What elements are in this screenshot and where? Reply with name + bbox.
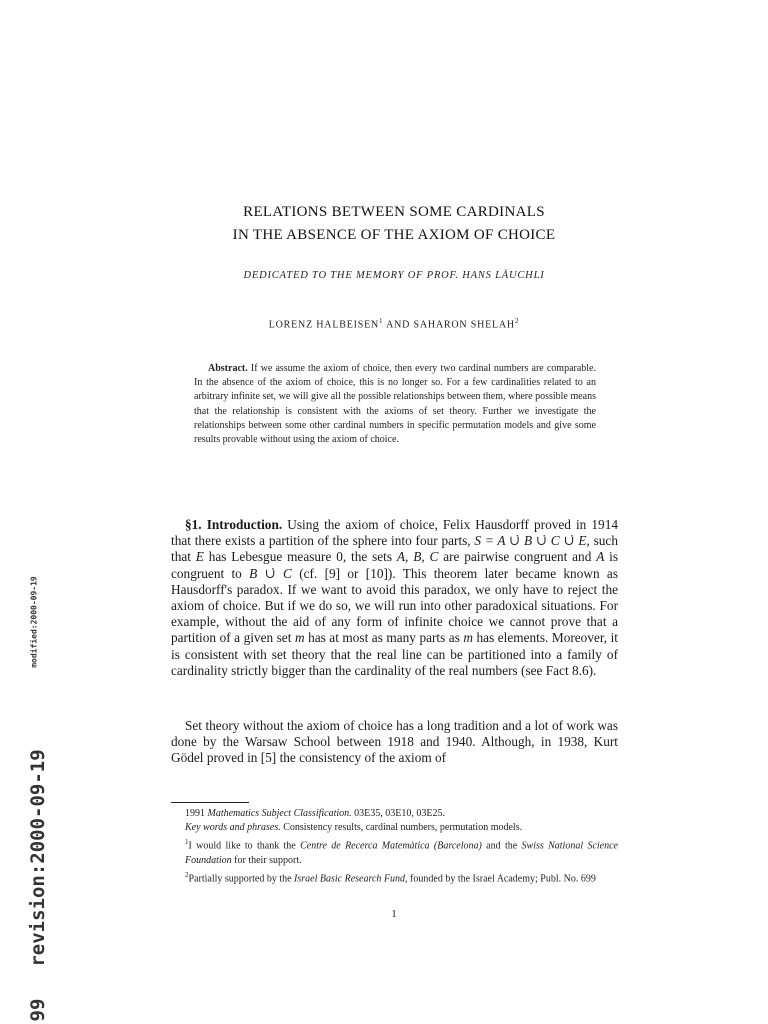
math-var-c: C [429,549,439,565]
intro-text-8: has elements. Moreover, it is consistent with set theory that the real line can be partitioned into a family of cardinality strictly bigger than the cardinality of the real numbers (see Fact 8.6). [171,630,618,678]
math-var-m-1: m [294,630,305,646]
author-separator: AND [383,319,414,331]
revision-stamp: revision:2000-09-19 [27,749,49,967]
footnote-1-foundation: Swiss National Science Foundation [185,840,618,866]
math-partition-equation: S = A ∪̇ B ∪̇ C ∪̇ E [474,533,587,549]
intro-text-7: has at most as many parts as [304,630,464,646]
section-number: §1. [185,517,202,532]
footnote-1-text-c: and the [481,840,522,852]
footnote-2-mark: 2 [185,871,189,880]
paper-title-line-1: RELATIONS BETWEEN SOME CARDINALS [243,204,545,220]
author-1-footnote-mark: 1 [379,317,384,325]
footnotes [171,807,618,887]
intro-text-5: is congruent to [171,549,619,581]
archive-number: 99 [27,998,49,1022]
math-var-e: E [195,549,204,565]
msc-codes: 03E35, 03E10, 03E25. [351,808,445,819]
footnote-2-text-c: , founded by the Israel Academy; Publ. No. 699 [405,873,596,885]
abstract-label: Abstract. [208,363,248,374]
intro-text-3: has Lebesgue measure 0, the sets [203,549,397,565]
keywords-label: Key words and phrases. [185,822,281,834]
author-2-footnote-mark: 2 [514,317,520,325]
intro-text-1: Using the axiom of choice, Felix Hausdorff proved in 1914 that there exists a partition of the sphere into four parts, [171,517,618,549]
math-var-m-2: m [463,630,474,646]
author-2: SAHARON SHELAH [413,319,515,331]
footnote-1-text-e: for their support. [231,854,302,866]
footnote-keywords [171,821,618,835]
introduction-paragraph [171,517,618,679]
author-1: LORENZ HALBEISEN [268,319,380,331]
footnote-rule [171,802,249,803]
footnote-1-institution: Centre de Recerca Matemàtica (Barcelona) [300,840,482,852]
footnote-msc [171,807,618,821]
keywords-text: Consistency results, cardinal numbers, permutation models. [280,822,523,834]
section-title: Introduction. [206,517,283,532]
abstract-text: If we assume the axiom of choice, then every two cardinal numbers are comparable. In the absence of the axiom of choice, this is no longer so. For a few cardinalities related to an arbitrary infinite set, we will give all the possible relationships between them, where possible means that the relationship is consistent with the axioms of set theory. Further we investigate the relationships between some other cardinal numbers in specific permutation models and give some results provable without using the axiom of choice. [194,363,596,446]
intro-comma-1: , [405,549,414,565]
intro-text-2: , such that [171,533,618,565]
dedication: DEDICATED TO THE MEMORY OF PROF. HANS LÄUCHLI [243,270,545,281]
footnote-2-fund: Israel Basic Research Fund [294,873,406,885]
msc-year: 1991 [185,808,208,819]
footnote-1 [171,835,618,868]
footnote-2 [171,868,618,887]
math-var-a: A [396,549,406,565]
page-number: 1 [391,908,397,920]
intro-text-6: (cf. [9] or [10]). This theorem later became known as Hausdorff's paradox. If we want to avoid this paradox, we only have to reject the axiom of choice. But if we do so, we will run into other paradoxical situations. For example, without the aid of any form of infinite choice we cannot prove that a partition of a given set [171,565,618,646]
footnote-1-text-a: I would like to thank the [188,840,301,852]
intro-text-4: are pairwise congruent and [438,549,597,565]
body-paragraph-2 [171,718,618,767]
author-line [0,317,768,330]
modified-stamp: modified:2000-09-19 [29,576,39,668]
math-union-bc: B ∪̇ C [249,565,292,581]
footnote-1-mark: 1 [185,838,189,847]
math-var-b: B [413,549,422,565]
msc-label: Mathematics Subject Classification. [207,808,352,819]
paragraph-2-text: Set theory without the axiom of choice has a long tradition and a lot of work was done by the Warsaw School between 1918 and 1940. Although, in 1938, Kurt Gödel proved in [5] the consistency of the axiom of [171,718,618,766]
math-var-a-2: A [596,549,605,565]
abstract [194,362,596,447]
paper-title-line-2: IN THE ABSENCE OF THE AXIOM OF CHOICE [232,227,556,243]
intro-comma-2: , [421,549,430,565]
footnote-2-text-a: Partially supported by the [188,873,295,885]
